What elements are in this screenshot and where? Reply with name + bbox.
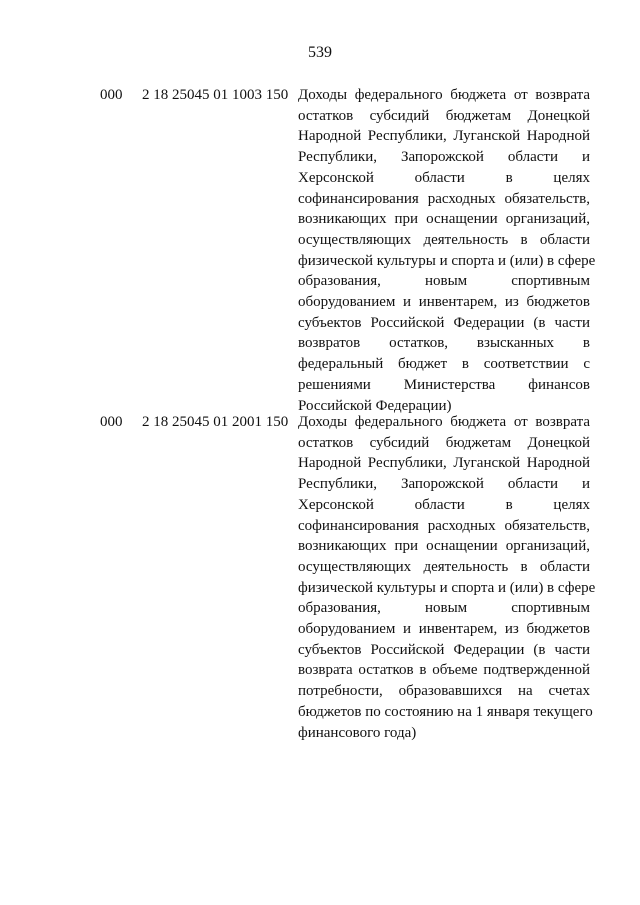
description-line: Народной Республики, Луганской Народной: [298, 128, 590, 145]
page-number: 539: [308, 44, 332, 61]
description-line: образования, новым спортивным: [298, 273, 590, 290]
description-line: решениями Министерства финансов: [298, 376, 590, 393]
admin-code: 000: [100, 414, 123, 430]
description-line: финансового года): [298, 724, 417, 741]
description-line: возвратов остатков, взысканных в: [298, 335, 590, 352]
description-line: Доходы федерального бюджета от возврата: [298, 87, 590, 103]
description-line: физической культуры и спорта и (или) в сфере: [298, 252, 596, 269]
description-line: образования, новым спортивным: [298, 600, 590, 617]
admin-code: 000: [100, 87, 123, 103]
description-line: Республики, Запорожской области и: [298, 149, 590, 166]
description-line: Народной Республики, Луганской Народной: [298, 455, 590, 472]
description-line: осуществляющих деятельность в области: [298, 558, 590, 575]
description-line: остатков субсидий бюджетам Донецкой: [298, 434, 590, 451]
description-line: Российской Федерации): [298, 397, 452, 414]
description-line: софинансирования расходных обязательств,: [298, 190, 590, 207]
description-line: субъектов Российской Федерации (в части: [298, 314, 590, 331]
description-line: возникающих при оснащении организаций,: [298, 211, 590, 228]
description-line: возврата остатков в объеме подтвержденной: [298, 662, 590, 679]
entry-description: [298, 412, 596, 743]
entry-description: [298, 85, 596, 416]
description-line: оборудованием и инвентарем, из бюджетов: [298, 621, 590, 638]
description-line: физической культуры и спорта и (или) в сфере: [298, 579, 596, 596]
description-line: федеральный бюджет в соответствии с: [298, 356, 590, 373]
description-line: остатков субсидий бюджетам Донецкой: [298, 107, 590, 124]
description-line: Херсонской области в целях: [298, 169, 590, 186]
description-line: субъектов Российской Федерации (в части: [298, 641, 590, 658]
description-line: оборудованием и инвентарем, из бюджетов: [298, 294, 590, 311]
description-line: возникающих при оснащении организаций,: [298, 538, 590, 555]
budget-classification-code: 2 18 25045 01 1003 150: [142, 87, 289, 103]
description-line: бюджетов по состоянию на 1 января текущего: [298, 703, 593, 720]
description-line: потребности, образовавшихся на счетах: [298, 683, 590, 700]
budget-classification-code: 2 18 25045 01 2001 150: [142, 414, 289, 430]
description-line: Херсонской области в целях: [298, 496, 590, 513]
description-line: Республики, Запорожской области и: [298, 476, 590, 493]
description-line: осуществляющих деятельность в области: [298, 231, 590, 248]
description-line: Доходы федерального бюджета от возврата: [298, 414, 590, 430]
description-line: софинансирования расходных обязательств,: [298, 517, 590, 534]
